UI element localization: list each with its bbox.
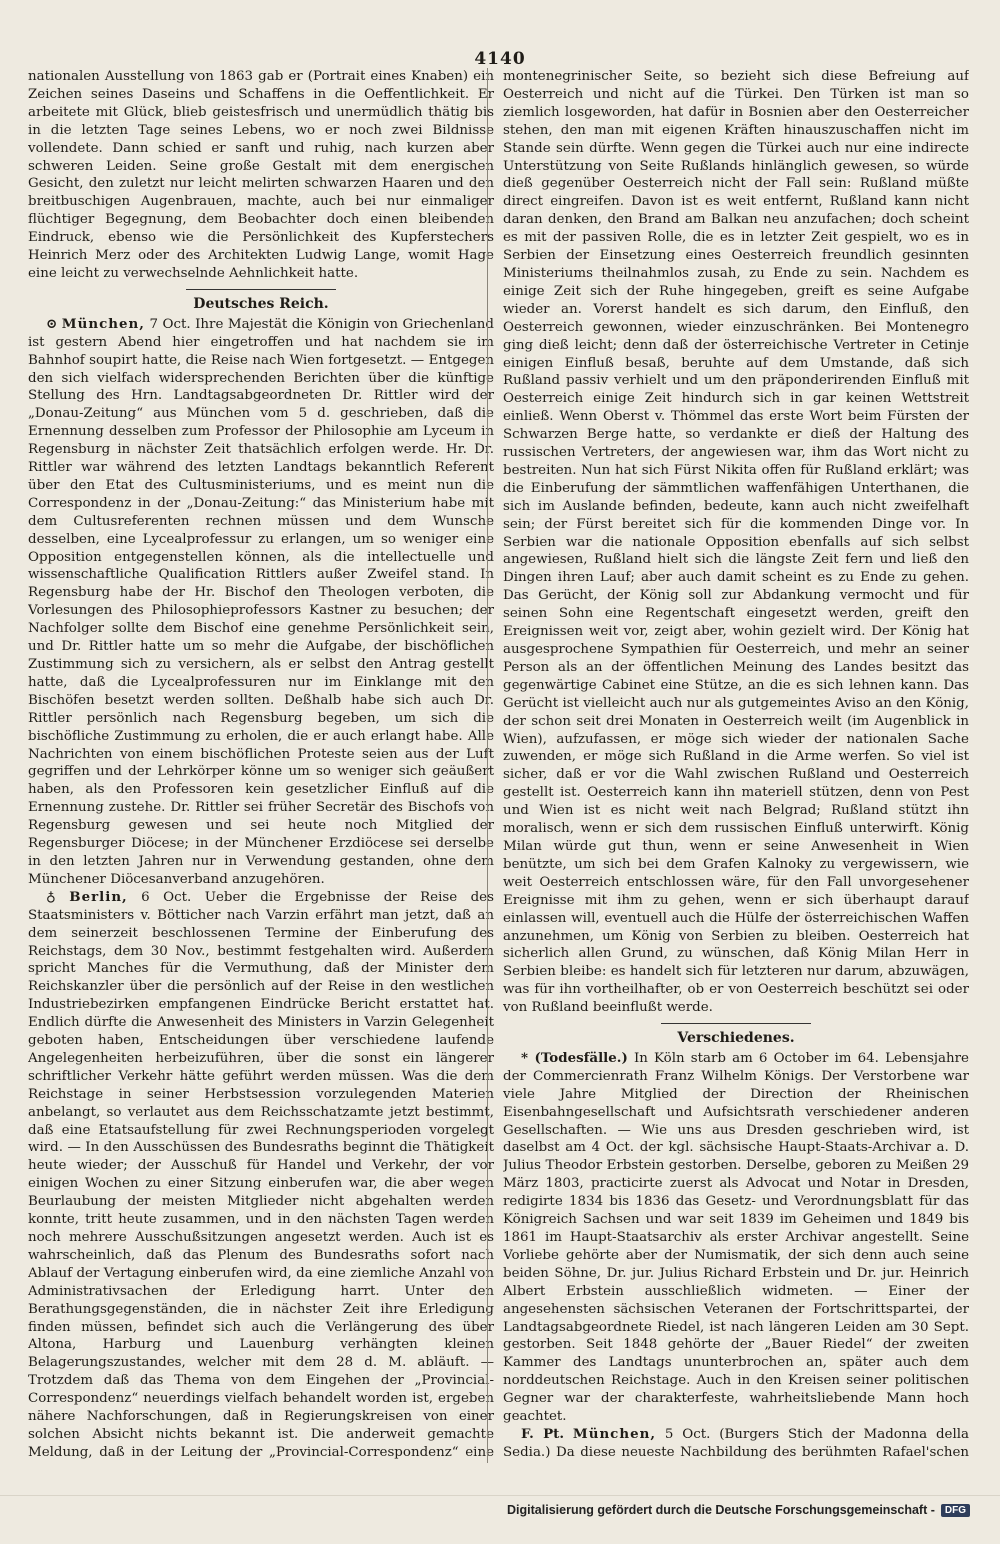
article-text: 6 Oct. Ueber die Ergebnisse der Reise des Staatsministers v. Bötticher nach Varzin erfährt man jetzt, daß an dem seinerzeit beschlossenen Termine der Einberufung des Reichstags, dem 30 Nov., bestimmt festgehalten wird. Außerdem spricht Manches für die Vermuthung, daß der Minister dem Reichskanzler über die persönlich auf der Reise in den westlichen Industriebezirken empfangenen Eindrücke Bericht erstattet hat. Endlich dürfte die Anwesenheit des Ministers in Varzin Gelegenheit geboten haben, Entscheidungen über verschiedene laufende Angelegenheiten herbeizuführen, über die sonst ein längerer schriftlicher Verkehr hätte geführt werden müssen. Was die dem Reichstage in seiner Herbstsession vorzulegenden Materien anbelangt, so verlautet aus dem Reichsschatzamte jetzt bestimmt, daß eine Etatsaufstellung für zwei Rechnungsperioden vorgelegt wird. — In den Ausschüssen des Bundesraths beginnt die Thätigkeit heute wieder; der Ausschuß für Handel und Verkehr, der vor einigen Wochen zu einer Sitzung einberufen war, die aber wegen Beurlaubung der meisten Mitglieder nicht abgehalten werden konnte, tritt heute zusammen, und in den nächsten Tagen werden noch mehrere Ausschußsitzungen angesetzt werden. Auch ist es wahrscheinlich, daß das Plenum des Bundesraths sofort nach Ablauf der Vertagung einberufen wird, da eine ziemliche Anzahl von Administrativsachen der Erledigung harrt. Unter den Berathungsgegenständen, die in nächster Zeit ihre Erledigung finden müssen, befindet sich auch die Verlängerung des über Altona, Harburg und Lauenburg verhängten kleinen Belagerungszustandes, welcher mit dem 28 d. M. abläuft. — Trotzdem daß das Thema von dem Eingehen der „Provincial-Correspondenz“ neuerdings vielfach behandelt worden ist, ergeben nähere Nachforschungen, daß in Regierungskreisen von einer solchen Absicht nichts bekannt ist. Die anderweit gemachte Meldung, daß in der Leitung der „Provincial-Correspondenz“ eine bbox=[28, 889, 494, 1460]
news-item-munich bbox=[28, 316, 494, 889]
section-divider bbox=[661, 1023, 811, 1024]
dateline: München, bbox=[61, 315, 145, 332]
dispatch-symbol: ⊙ bbox=[46, 315, 58, 332]
dispatch-symbol: ♁ bbox=[46, 888, 56, 905]
dateline: Berlin, bbox=[69, 888, 128, 905]
dfg-logo-icon[interactable]: DFG bbox=[941, 1504, 970, 1517]
column-divider bbox=[487, 68, 488, 1463]
section-heading: Deutsches Reich. bbox=[193, 295, 329, 312]
article-text: 5 Oct. (Burgers Stich der Madonna della Sedia.) Da diese neueste Nachbildung des berühmten Rafael'schen bbox=[503, 1426, 969, 1460]
article-text: 7 Oct. Ihre Majestät die Königin von Griechenland ist gestern Abend hier eingetroffen und hat nachdem sie im Bahnhof soupirt hatte, die Reise nach Wien fortgesetzt. — Entgegen den sich vielfach widersprechenden Berichten über die künftige Stellung des Hrn. Landtagsabgeordneten Dr. Rittler wird der „Donau-Zeitung“ aus München vom 5 d. geschrieben, daß die Ernennung desselben zum Professor der Philosophie am Lyceum in Regensburg in nächster Zeit thatsächlich erfolgen werde. Hr. Dr. Rittler war während des letzten Landtags bekanntlich Referent über den Etat des Cultusministeriums, und es meint nun die Correspondenz in der „Donau-Zeitung:“ das Ministerium habe mit dem Cultusreferenten rechnen müssen und dem Wunsche desselben, eine Lycealprofessur zu erlangen, um so weniger eine Opposition entgegenstellen können, als die intellectuelle und wissenschaftliche Qualification Rittlers außer Zweifel stand. In Regensburg habe der Hr. Bischof den Theologen verboten, die Vorlesungen des Philosophieprofessors Kastner zu besuchen; der Nachfolger sollte dem Bischof eine genehme Persönlichkeit sein, und Dr. Rittler hatte um so mehr die Aufgabe, der bischöflichen Zustimmung sich zu versichern, als er selbst den Antrag gestellt hatte, daß die Lycealprofessuren nur im Einklange mit den Bischöfen besetzt werden sollten. Deßhalb habe sich auch Dr. Rittler persönlich nach Regensburg begeben, um sich die bischöfliche Zustimmung zu erholen, die er auch erlangt habe. Alle Nachrichten von einem bischöflichen Proteste seien aus der Luft gegriffen und der Lehrkörper könne um so weniger sich geäußert haben, als den Professoren kein gesetzlicher Einfluß auf die Ernennung zustehe. Dr. Rittler sei früher Secretär des Bischofs von Regensburg gewesen und sei heute noch Mitglied der Regensburger Diöcese; in der Münchener Erzdiöcese sei derselbe in den letzten Jahren nur in Verwendung gestanden, ohne dem Münchener Diöcesanverband anzugehören. bbox=[28, 316, 494, 887]
article-text: In Köln starb am 6 October im 64. Lebensjahre der Commercienrath Franz Wilhelm Königs. Der Verstorbene war viele Jahre Mitglied der Direction der Rheinischen Eisenbahngesellschaft und Aufsichtsrath verschiedener anderen Gesellschaften. — Wie uns aus Dresden geschrieben wird, ist daselbst am 4 Oct. der kgl. sächsische Haupt-Staats-Archivar a. D. Julius Theodor Erbstein gestorben. Derselbe, geboren zu Meißen 29 März 1803, practicirte zuerst als Advocat und Notar in Dresden, redigirte 1834 bis 1836 das Gesetz- und Verordnungsblatt für das Königreich Sachsen und war seit 1839 im Geheimen und 1849 bis 1861 im Haupt-Staatsarchiv als erster Archivar angestellt. Seine Vorliebe gehörte aber der Numismatik, der sich denn auch seine beiden Söhne, Dr. jur. Julius Richard Erbstein und Dr. jur. Heinrich Albert Erbstein ausschließlich widmeten. — Einer der angesehensten sächsischen Veteranen der Fortschrittspartei, der Landtagsabgeordnete Riedel, ist nach längeren Leiden am 30 Sept. gestorben. Seit 1848 gehörte der „Bauer Riedel“ der zweiten Kammer des Landtags ununterbrochen an, später auch dem norddeutschen Reichstage. Auch in den Kreisen seiner politischen Gegner war der charakterfeste, wahrheitsliebende Mann hoch geachtet. bbox=[503, 1050, 969, 1425]
section-divider bbox=[186, 289, 336, 290]
news-item-munich-art bbox=[503, 1426, 969, 1463]
article-text: montenegrinischer Seite, so bezieht sich diese Befreiung auf Oesterreich und nicht auf die Türkei. Den Türken ist man so ziemlich losgeworden, hat dafür in Bosnien aber den Oesterreicher stehen, den man mit eigenen Kräften hinauszuschaffen nicht im Stande sein dürfte. Wenn gegen die Türkei auch nur eine indirecte Unterstützung von Seite Rußlands hinlänglich gewesen, so würde dieß gegenüber Oesterreich nicht der Fall sein: Rußland müßte direct eingreifen. Davon ist es weit entfernt, Rußland kann nicht daran denken, den Brand am Balkan neu anzufachen; doch scheint es mit der passiven Rolle, die es in letzter Zeit gespielt, wo es in Serbien der Einsetzung eines Oesterreich freundlich gesinnten Ministeriums theilnahmlos zusah, zu Ende zu sein. Nachdem es einige Zeit sich der Ruhe hingegeben, greift es seine Aufgabe wieder an. Vorerst handelt es sich darum, den Einfluß, den Oesterreich gewonnen, wieder einzuschränken. Bei Montenegro ging dieß leicht; denn daß der österreichische Vertreter in Cetinje einigen Einfluß besaß, beruhte auf dem Umstande, daß sich Rußland passiv verhielt und um den präponderirenden Einfluß mit Oesterreich einige Zeit hindurch sich in gar keinen Wettstreit einließ. Wenn Oberst v. Thömmel das erste Wort beim Fürsten der Schwarzen Berge hatte, so verdankte er dieß der Haltung des russischen Vertreters, der angewiesen war, ihm das Wort nicht zu bestreiten. Nun hat sich Fürst Nikita offen für Rußland erklärt; was die Einberufung der sämmtlichen waffenfähigen Unterthanen, die sich im Auslande befinden, bedeute, kann auch nicht zweifelhaft sein; der Fürst bereitet sich für die kommenden Dinge vor. In Serbien war die nationale Opposition ebenfalls auf sich selbst angewiesen, Rußland hielt sich die längste Zeit fern und ließ den Dingen ihren Lauf; aber auch damit scheint es zu Ende zu gehen. Das Gerücht, der König soll zur Abdankung vermocht und für seinen Sohn eine Regentschaft eingesetzt werden, greift den Ereignissen weit vor, zeigt aber, wohin gezielt wird. Der König hat ausgesprochene Sympathien für Oesterreich, und mehr an seiner Person als an der öffentlichen Meinung des Landes besitzt das gegenwärtige Cabinet eine Stütze, an die es sich lehnen kann. Das Gerücht ist vielleicht auch nur als gutgemeintes Aviso an den König, der schon seit drei Monaten in Oesterreich weilt (im Augenblick in Wien), aufzufassen, er möge sich wieder der nationalen Sache zuwenden, er möge sich Rußland in die Arme werfen. So viel ist sicher, daß er vor die Wahl zwischen Rußland und Oesterreich gestellt ist. Oesterreich kann ihn materiell stützen, denn von Pest und Wien ist es nicht weit nach Belgrad; Rußland stützt ihn moralisch, wenn er sich dem russischen Einfluß unterwirft. König Milan würde gut thun, wenn er seine Anwesenheit in Wien benützte, um sich bei dem Grafen Kalnoky zu vergewissern, wie weit Oesterreich entschlossen wäre, für den Fall unvorgesehener Ereignisse mit ihm zu gehen, wenn er sich überhaupt darauf einlassen will, eventuell auch die Hülfe der österreichischen Waffen anzunehmen, um König von Serbien zu bleiben. Oesterreich hat sicherlich allen Grund, zu wünschen, daß König Milan Herr in Serbien bleibe: es handelt sich für letzteren nur darum, abzuwägen, was für ihn vortheilhafter, ob er von Oesterreich beschützt sei oder von Rußland beeinflußt werde. bbox=[503, 69, 969, 1016]
right-column bbox=[503, 68, 969, 1463]
news-item-berlin bbox=[28, 889, 494, 1463]
dispatch-symbol: F. Pt. bbox=[521, 1425, 565, 1442]
section-heading: Verschiedenes. bbox=[677, 1030, 795, 1047]
footer-credit: Digitalisierung gefördert durch die Deutsche Forschungsgemeinschaft - bbox=[507, 1503, 935, 1517]
footer bbox=[507, 1503, 970, 1517]
article-text: nationalen Ausstellung von 1863 gab er (Portrait eines Knaben) ein Zeichen seines Daseins und Schaffens in die Oeffentlichkeit. Er arbeitete mit Glück, blieb geistesfrisch und unermüdlich thätig bis in die letzten Tage seines Lebens, wo er noch zwei Bildnisse vollendete. Dann schied er sanft und ruhig, nach kurzen aber schweren Leiden. Seine große Gestalt mit dem energischen Gesicht, den zuletzt nur leicht melirten schwarzen Haaren und den breitbuschigen Augenbrauen, machte, auch bei nur einmaliger flüchtiger Begegnung, dem Beobachter doch einen bleibenden Eindruck, ebenso wie die Persönlichkeit des Kupferstechers Heinrich Merz oder des Architekten Ludwig Lange, womit Hage eine leicht zu verwechselnde Aehnlichkeit hatte. bbox=[28, 69, 494, 281]
item-label: * (Todesfälle.) bbox=[521, 1049, 628, 1066]
page-number: 4140 bbox=[474, 49, 526, 69]
left-column bbox=[28, 68, 494, 1463]
news-item-deaths bbox=[503, 1050, 969, 1426]
footer-divider bbox=[0, 1495, 1000, 1496]
dateline: München, bbox=[572, 1425, 656, 1442]
